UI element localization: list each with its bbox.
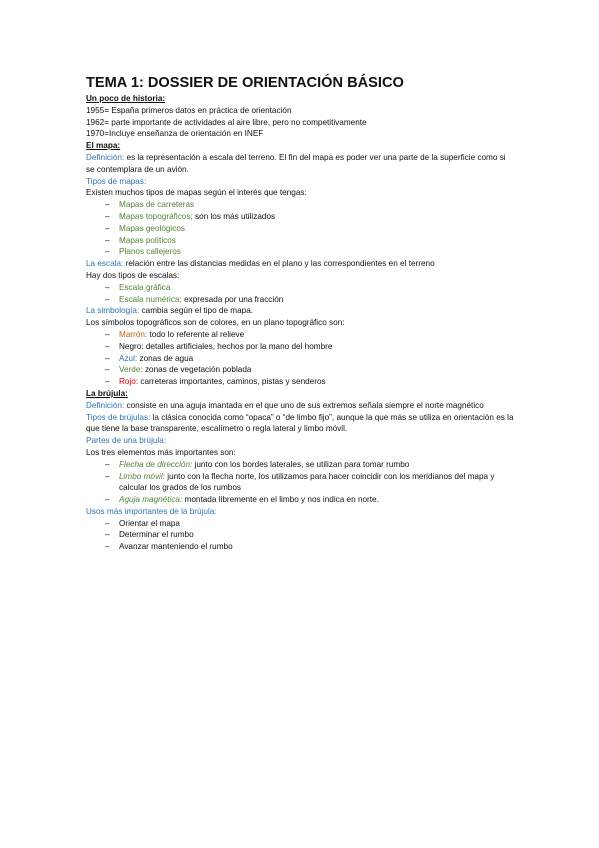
usos-heading: Usos más importantes de la brújula:: [86, 506, 217, 516]
dash-bullet: –: [105, 247, 110, 257]
list-item-label: Mapas topográficos;: [119, 211, 193, 221]
list-item: [86, 529, 516, 541]
escala-definicion: [86, 258, 516, 270]
escala-label: La escala:: [86, 259, 124, 269]
list-item-label: Mapas políticos: [119, 235, 176, 245]
list-item-label: Escala gráfica: [119, 282, 171, 292]
list-item-text: junto con la flecha norte, los utilizamos para hacer coincidir con los meridianos del mapa y calcular los grados de los rumbos: [119, 471, 495, 493]
list-item-label: Mapas de carreteras: [119, 200, 195, 210]
list-item-text: zonas de vegetación poblada: [142, 365, 252, 375]
list-item: [86, 459, 516, 471]
brujula-tipos-text: la clásica conocida como “opaca” o “de limbo fijo”, aunque la que más se utiliza en orientación es la que tiene la base transparente, escalímetro o regla lateral y limbo móvil.: [86, 412, 514, 434]
list-item: [86, 223, 516, 235]
historia-line: 1962= parte importante de actividades al aire libre, pero no competitivamente: [86, 117, 367, 127]
brujula-tipos: [86, 412, 516, 436]
mapa-definicion-text: es la representación a escala del terreno. El fin del mapa es poder ver una parte de la superficie como si se contemplara de un avión.: [86, 152, 506, 174]
dash-bullet: –: [105, 471, 110, 481]
brujula-tipos-label: Tipos de brújulas:: [86, 412, 151, 422]
dash-bullet: –: [105, 377, 110, 387]
tipos-mapas-intro: Existen muchos tipos de mapas según el interés que tengas:: [86, 188, 307, 198]
brujula-heading: La brújula:: [86, 388, 128, 398]
list-item-text: todo lo referente al relieve: [147, 329, 245, 339]
brujula-definicion-label: Definición:: [86, 400, 125, 410]
historia-line: 1970=Incluye enseñanza de orientación en INEF: [86, 129, 264, 139]
list-item-label: Verde:: [119, 365, 143, 375]
dash-bullet: –: [105, 223, 110, 233]
simbolos-intro: Los símbolos topográficos son de colores, en un plano topográfico son:: [86, 318, 345, 328]
dash-bullet: –: [105, 495, 110, 505]
list-item: [86, 282, 516, 294]
list-item-label: Negro:: [119, 341, 144, 351]
list-item: [86, 353, 516, 365]
list-item-label: Escala numérica;: [119, 294, 182, 304]
dash-bullet: –: [105, 365, 110, 375]
list-item: [86, 471, 516, 495]
list-item-text: son los más utilizados: [192, 211, 276, 221]
document-page: [86, 74, 516, 553]
dash-bullet: –: [105, 341, 110, 351]
list-item-label: Azul:: [119, 353, 138, 363]
list-item: [86, 329, 516, 341]
list-item-label: Limbo móvil:: [119, 471, 165, 481]
list-item-text: detalles artificiales, hechos por la mano del hombre: [143, 341, 333, 351]
dash-bullet: –: [105, 282, 110, 292]
dash-bullet: –: [105, 530, 110, 540]
list-item: [86, 211, 516, 223]
escala-text: relación entre las distancias medidas en el plano y las correspondientes en el terreno: [123, 259, 435, 269]
list-item-text: Avanzar manteniendo el rumbo: [119, 542, 233, 552]
simbologia-text: cambia según el tipo de mapa.: [139, 306, 254, 316]
mapa-definicion: [86, 152, 516, 176]
dash-bullet: –: [105, 200, 110, 210]
dash-bullet: –: [105, 353, 110, 363]
mapa-definicion-label: Definición:: [86, 152, 125, 162]
historia-line: 1955= España primeros datos en práctica de orientación: [86, 105, 292, 115]
list-item-text: expresada por una fracción: [181, 294, 284, 304]
list-item-label: Mapas geológicos: [119, 223, 185, 233]
list-item: [86, 364, 516, 376]
list-item: [86, 341, 516, 353]
historia-heading: Un poco de historia:: [86, 94, 166, 103]
dash-bullet: –: [105, 294, 110, 304]
list-item: [86, 494, 516, 506]
simbologia-definicion: [86, 305, 516, 317]
list-item: [86, 235, 516, 247]
simbologia-label: La simbología:: [86, 306, 140, 316]
escalas-intro: Hay dos tipos de escalas:: [86, 270, 180, 280]
list-item-label: Flecha de dirección:: [119, 459, 193, 469]
list-item: [86, 376, 516, 388]
mapa-heading: El mapa:: [86, 141, 121, 151]
list-item: [86, 294, 516, 306]
list-item-label: Aguja magnética:: [119, 495, 183, 505]
list-item-text: junto con los bordes laterales, se utilizan para tomar rumbo: [192, 459, 410, 469]
list-item-text: zonas de agua: [137, 353, 194, 363]
brujula-definicion: [86, 400, 516, 412]
dash-bullet: –: [105, 542, 110, 552]
list-item-text: carreteras importantes, caminos, pistas y senderos: [138, 377, 326, 387]
list-item-text: montada libremente en el limbo y nos indica en norte.: [182, 495, 379, 505]
dash-bullet: –: [105, 459, 110, 469]
dash-bullet: –: [105, 518, 110, 528]
list-item-text: Orientar el mapa: [119, 518, 180, 528]
list-item-label: Marrón:: [119, 329, 148, 339]
partes-intro: Los tres elementos más importantes son:: [86, 447, 236, 457]
brujula-definicion-text: consiste en una aguja imantada en el que uno de sus extremos señala siempre el norte magnético: [124, 400, 484, 410]
list-item: [86, 246, 516, 258]
dash-bullet: –: [105, 211, 110, 221]
list-item: [86, 518, 516, 530]
tipos-mapas-heading: Tipos de mapas:: [86, 176, 147, 186]
dash-bullet: –: [105, 329, 110, 339]
page-title: TEMA 1: DOSSIER DE ORIENTACIÓN BÁSICO: [86, 75, 404, 91]
list-item-text: Determinar el rumbo: [119, 530, 194, 540]
list-item: [86, 541, 516, 553]
list-item-label: Rojo:: [119, 377, 139, 387]
partes-heading: Partes de una brújula:: [86, 436, 167, 446]
list-item-label: Planos callejeros: [119, 247, 181, 257]
dash-bullet: –: [105, 235, 110, 245]
list-item: [86, 199, 516, 211]
